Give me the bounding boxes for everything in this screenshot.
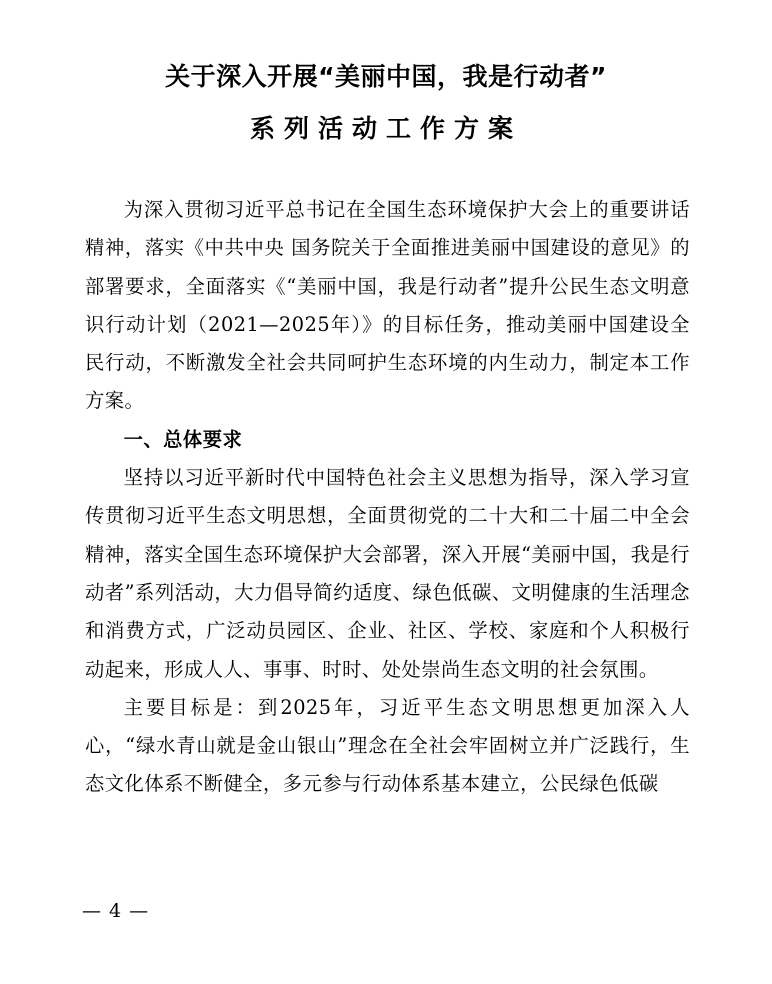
document-title-line2: 系列活动工作方案 bbox=[249, 114, 522, 143]
paragraph-main-goals: 主要目标是：到2025年，习近平生态文明思想更加深入人心，“绿水青山就是金山银山”理念在全社会牢固树立并广泛践行，生态文化体系不断健全，多元参与行动体系基本建立，公民绿色低碳 bbox=[85, 695, 690, 796]
paragraph-guiding-principles: 坚持以习近平新时代中国特色社会主义思想为指导，深入学习宣传贯彻习近平生态文明思想，全面贯彻党的二十大和二十届二中全会精神，落实全国生态环境保护大会部署，深入开展“美丽中国，我是行动者”系列活动，大力倡导简约适度、绿色低碳、文明健康的生活理念和消费方式，广泛动员园区、企业、社区、学校、家庭和个人积极行动起来，形成人人、事事、时时、处处崇尚生态文明的社会氛围。 bbox=[85, 466, 690, 681]
paragraph-intro: 为深入贯彻习近平总书记在全国生态环境保护大会上的重要讲话精神，落实《中共中央 国务院关于全面推进美丽中国建设的意见》的部署要求，全面落实《“美丽中国，我是行动者”提升公民生态文明意识行动计划（2021—2025年）》的目标任务，推动美丽中国建设全民行动，不断激发全社会共同呵护生态环境的内生动力，制定本工作方案。 bbox=[85, 198, 690, 413]
document-title-line1: 关于深入开展“美丽中国，我是行动者” bbox=[165, 62, 607, 91]
document-body bbox=[85, 191, 690, 804]
section-heading-general-requirements: 一、总体要求 bbox=[123, 427, 243, 451]
page-number: — 4 — bbox=[82, 900, 150, 922]
